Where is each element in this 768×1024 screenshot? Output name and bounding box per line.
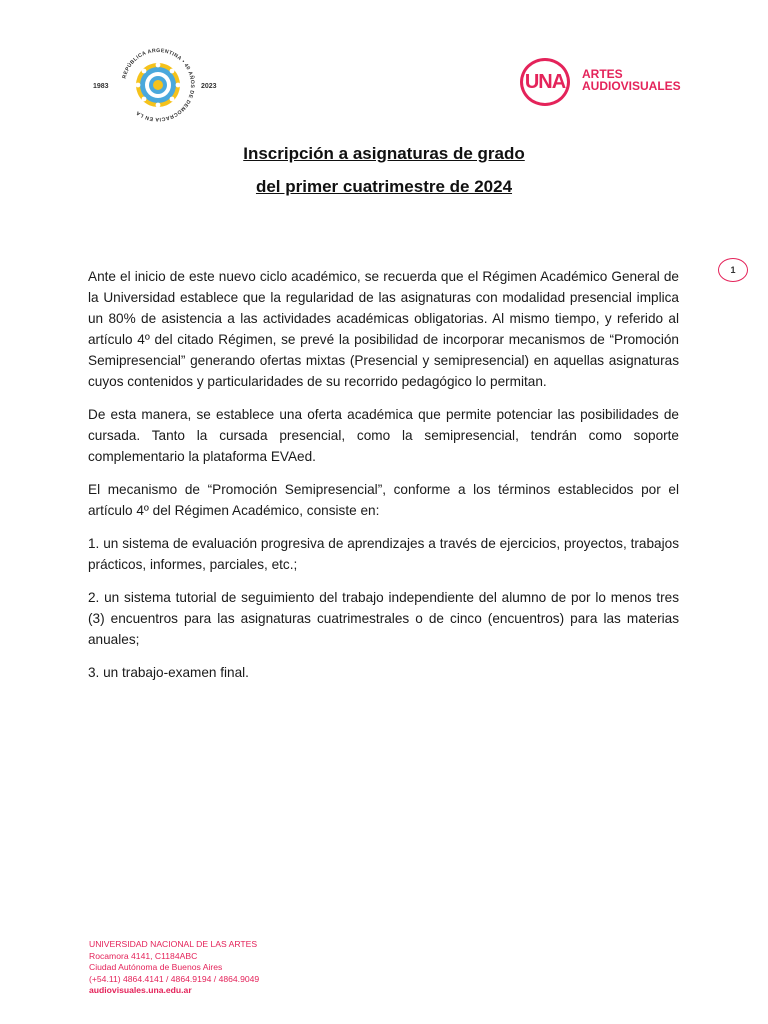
paragraph-offer: De esta manera, se establece una oferta académica que permite potenciar las posibilidades de cursada. Tanto la cursada presencial, como la semipresencial, tendrán como soporte complementario la plataforma EVAed.	[88, 407, 679, 464]
document-title-line-1: Inscripción a asignaturas de grado	[243, 144, 525, 163]
footer-university-name: UNIVERSIDAD NACIONAL DE LAS ARTES	[89, 939, 258, 949]
democracy-40-years-seal-logo	[88, 40, 228, 130]
footer-phones: (+54.11) 4864.4141 / 4864.9194 / 4864.9049	[89, 973, 260, 984]
una-logo-wordmark	[582, 68, 681, 92]
seal-year-end: 2023	[201, 83, 217, 90]
list-item-final-exam: 3. un trabajo-examen final.	[88, 665, 249, 680]
footer-city: Ciudad Autónoma de Buenos Aires	[89, 962, 223, 972]
una-artes-audiovisuales-logo	[520, 58, 680, 108]
footer-address: Rocamora 4141, C1184ABC	[89, 950, 198, 961]
page-number-badge: 1	[718, 258, 748, 282]
document-body	[88, 266, 679, 695]
paragraph-mechanism: El mecanismo de “Promoción Semipresencial”, conforme a los términos establecidos por el artículo 4º del Régimen Académico, consiste en:	[88, 482, 679, 518]
una-logo-mark	[520, 58, 570, 106]
document-title-line-2: del primer cuatrimestre de 2024	[255, 177, 513, 196]
seal-ring-text: REPÚBLICA ARGENTINA • 40 AÑOS DE DEMOCRACIA EN LA	[121, 47, 196, 123]
list-item-evaluation: 1. un sistema de evaluación progresiva de aprendizajes a través de ejercicios, proyectos, trabajos prácticos, informes, parciales, etc.;	[88, 536, 679, 572]
una-logo-line-1: ARTES	[582, 67, 623, 81]
una-logo-line-2: AUDIOVISUALES	[582, 79, 681, 93]
una-logo-mark-text: UNA	[524, 70, 566, 93]
seal-year-start: 1983	[93, 83, 109, 90]
footer-website-link[interactable]: audiovisuales.una.edu.ar	[89, 985, 192, 995]
footer-contact	[89, 939, 489, 997]
list-item-tutorial: 2. un sistema tutorial de seguimiento del trabajo independiente del alumno de por lo menos tres (3) encuentros para las asignaturas cuatrimestrales o de cinco (encuentros) para las materias anuales;	[88, 590, 679, 647]
paragraph-intro: Ante el inicio de este nuevo ciclo académico, se recuerda que el Régimen Académico General de la Universidad establece que la regularidad de las asignaturas con modalidad presencial implica un 80% de asistencia a las actividades académicas obligatorias. Al mismo tiempo, y referido al artículo 4º del citado Régimen, se prevé la posibilidad de incorporar mecanismos de “Promoción Semipresencial” generando ofertas mixtas (Presencial y semipresencial) en aquellas asignaturas cuyos contenidos y particularidades de su recorrido pedagógico lo permitan.	[88, 269, 679, 389]
